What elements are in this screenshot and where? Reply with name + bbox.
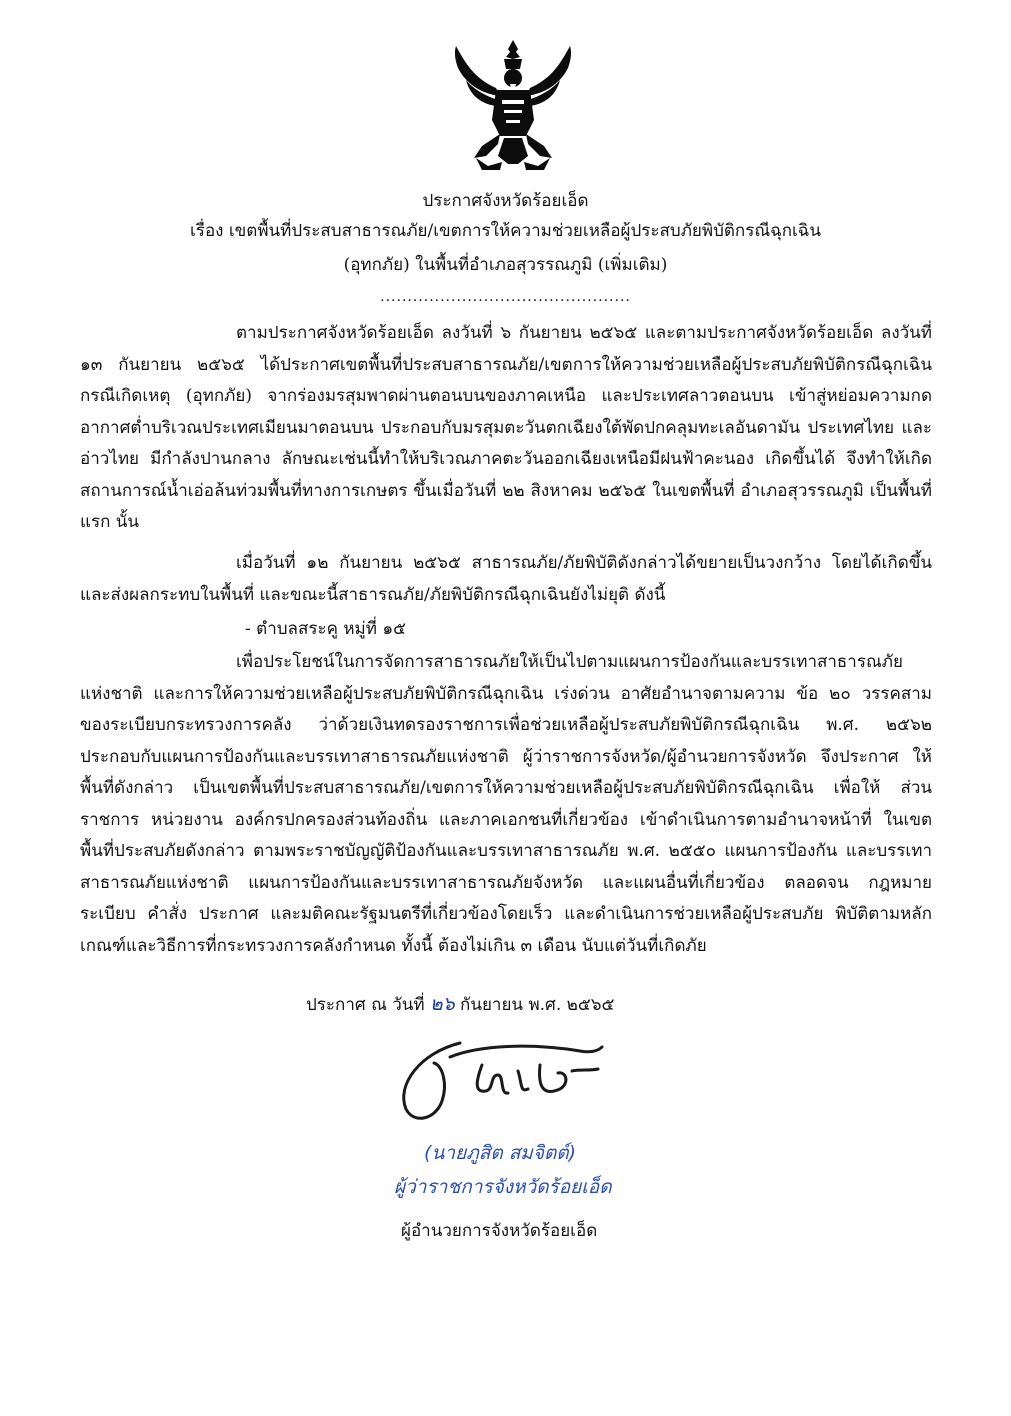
affected-area-item: - ตำบลสระคู หมู่ที่ ๑๕ [245,619,407,639]
signer-name: (นายภูสิต สมจิตต์) [424,1142,577,1164]
paragraph-situation: เมื่อวันที่ ๑๒ กันยายน ๒๕๖๕ สาธารณภัย/ภัยพิบัติดังกล่าวได้ขยายเป็นวงกว้าง โดยได้เกิดขึ้น และส่งผลกระทบในพื้นที่ และขณะนี้สาธารณภัย/ภัยพิบัติกรณีฉุกเฉินยังไม่ยุติ ดังนี้ [80,553,932,605]
subject-line: เรื่อง เขตพื้นที่ประสบสาธารณภัย/เขตการให้ความช่วยเหลือผู้ประสบภัยพิบัติกรณีฉุกเฉิน [190,221,821,241]
garuda-emblem-icon [452,34,574,174]
date-prefix: ประกาศ ณ วันที่ [306,995,431,1015]
announcement-date [306,990,614,1019]
signer-position: ผู้ว่าราชการจังหวัดร้อยเอ็ด [394,1176,612,1198]
announcement-title: ประกาศจังหวัดร้อยเอ็ด [422,191,589,211]
date-suffix: กันยายน พ.ศ. ๒๕๖๕ [454,995,615,1015]
paragraph-declaration: เพื่อประโยชน์ในการจัดการสาธารณภัยให้เป็นไปตามแผนการป้องกันและบรรเทาสาธารณภัยแห่งชาติ และการให้ความช่วยเหลือผู้ประสบภัยพิบัติกรณีฉุกเฉิน เร่งด่วน อาศัยอำนาจตามความ ข้อ ๒๐ วรรคสาม ของระเบียบกระทรวงการคลัง ว่าด้วยเงินทดรองราชการเพื่อช่วยเหลือผู้ประสบภัยพิบัติกรณีฉุกเฉิน พ.ศ. ๒๕๖๒ ประกอบกับแผนการป้องกันและบรรเทาสาธารณภัยแห่งชาติ ผู้ว่าราชการจังหวัด/ผู้อำนวยการจังหวัด จึงประกาศ ให้พื้นที่ดังกล่าว เป็นเขตพื้นที่ประสบสาธารณภัย/เขตการให้ความช่วยเหลือผู้ประสบภัยพิบัติกรณีฉุกเฉิน เพื่อให้ ส่วนราชการ หน่วยงาน องค์กรปกครองส่วนท้องถิ่น และภาคเอกชนที่เกี่ยวข้อง เข้าดำเนินการตามอำนาจหน้าที่ ในเขตพื้นที่ประสบภัยดังกล่าว ตามพระราชบัญญัติป้องกันและบรรเทาสาธารณภัย พ.ศ. ๒๕๕๐ แผนการป้องกัน และบรรเทาสาธารณภัยแห่งชาติ แผนการป้องกันและบรรเทาสาธารณภัยจังหวัด และแผนอื่นที่เกี่ยวข้อง ตลอดจน กฎหมาย ระเบียบ คำสั่ง ประกาศ และมติคณะรัฐมนตรีที่เกี่ยวข้องโดยเร็ว และดำเนินการช่วยเหลือผู้ประสบภัย พิบัติตามหลักเกณฑ์และวิธีการที่กระทรวงการคลังกำหนด ทั้งนี้ ต้องไม่เกิน ๓ เดือน นับแต่วันที่เกิดภัย [80,652,932,956]
signer-role: ผู้อำนวยการจังหวัดร้อยเอ็ด [401,1221,598,1241]
handwritten-signature [390,1035,620,1130]
dotted-separator: .............................................. [380,289,631,305]
date-day-handwritten: ๒๖ [430,993,455,1015]
subject-line-continued: (อุทกภัย) ในพื้นที่อำเภอสุวรรณภูมิ (เพิ่มเติม) [343,255,668,275]
paragraph-background: ตามประกาศจังหวัดร้อยเอ็ด ลงวันที่ ๖ กันยายน ๒๕๖๕ และตามประกาศจังหวัดร้อยเอ็ด ลงวันที่ ๑๓ กันยายน ๒๕๖๕ ได้ประกาศเขตพื้นที่ประสบสาธารณภัย/เขตการให้ความช่วยเหลือผู้ประสบภัยพิบัติกรณีฉุกเฉิน กรณีเกิดเหตุ (อุทกภัย) จากร่องมรสุมพาดผ่านตอนบนของภาคเหนือ และประเทศลาวตอนบน เข้าสู่หย่อมความกดอากาศต่ำบริเวณประเทศเมียนมาตอนบน ประกอบกับมรสุมตะวันตกเฉียงใต้พัดปกคลุมทะเลอันดามัน ประเทศไทย และอ่าวไทย มีกำลังปานกลาง ลักษณะเช่นนี้ทำให้บริเวณภาคตะวันออกเฉียงเหนือมีฝนฟ้าคะนอง เกิดขึ้นได้ จึงทำให้เกิดสถานการณ์น้ำเอ่อล้นท่วมพื้นที่ทางการเกษตร ขึ้นเมื่อวันที่ ๒๒ สิงหาคม ๒๕๖๕ ในเขตพื้นที่ อำเภอสุวรรณภูมิ เป็นพื้นที่แรก นั้น [80,323,932,532]
